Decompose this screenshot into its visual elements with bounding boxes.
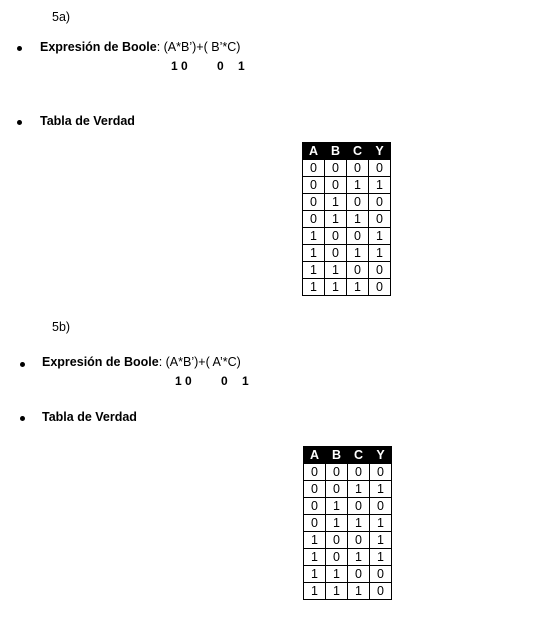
table-cell: 0 [348, 566, 370, 583]
table-cell: 0 [303, 160, 325, 177]
table-cell: 0 [326, 481, 348, 498]
table-cell: 1 [370, 481, 392, 498]
table-cell: 0 [348, 464, 370, 481]
table-cell: 0 [347, 262, 369, 279]
boole-expr: : (A*B’)+( B’*C) [156, 40, 241, 54]
table-row [304, 566, 392, 583]
table-cell: 0 [325, 245, 347, 262]
table-cell: 1 [325, 211, 347, 228]
boole-label: Expresión de Boole [42, 355, 159, 369]
table-cell: 1 [369, 177, 391, 194]
table-cell: 1 [370, 549, 392, 566]
table-label-5b [42, 410, 137, 424]
table-cell: 0 [304, 498, 326, 515]
table-cell: 1 [347, 211, 369, 228]
table-cell: 1 [370, 532, 392, 549]
table-row [303, 211, 391, 228]
table-row [304, 481, 392, 498]
table-cell: 1 [303, 245, 325, 262]
table-cell: 0 [347, 160, 369, 177]
bit-values-5b [0, 374, 535, 390]
section-label-5b: 5b) [52, 320, 71, 334]
table-cell: 0 [369, 160, 391, 177]
table-row [303, 160, 391, 177]
bullet-icon [17, 120, 22, 125]
table-row [303, 245, 391, 262]
table-cell: 0 [369, 211, 391, 228]
table-cell: 1 [325, 194, 347, 211]
bit-value: 1 0 [175, 374, 192, 388]
boole-expression-5b [42, 355, 241, 369]
bit-value: 1 [238, 59, 245, 73]
table-cell: 1 [369, 245, 391, 262]
table-row [304, 464, 392, 481]
table-cell: 1 [347, 245, 369, 262]
table-cell: 0 [304, 481, 326, 498]
truth-table-5a [302, 142, 391, 296]
table-cell: 1 [303, 228, 325, 245]
table-cell: 0 [369, 279, 391, 296]
table-cell: 0 [326, 464, 348, 481]
table-cell: 0 [370, 566, 392, 583]
table-cell: 1 [304, 532, 326, 549]
table-row [304, 532, 392, 549]
column-header: C [348, 447, 370, 464]
table-row [304, 498, 392, 515]
table-cell: 0 [348, 532, 370, 549]
table-cell: 1 [304, 583, 326, 600]
table-cell: 0 [347, 228, 369, 245]
bullet-icon [20, 416, 25, 421]
table-row [304, 583, 392, 600]
section-label-5a: 5a) [52, 10, 71, 24]
bit-value: 0 [221, 374, 228, 388]
table-cell: 1 [348, 583, 370, 600]
boole-expr: : (A*B’)+( A’*C) [158, 355, 241, 369]
table-header-row [304, 447, 392, 464]
table-cell: 0 [325, 177, 347, 194]
bit-values-5a [0, 59, 535, 75]
table-cell: 0 [369, 262, 391, 279]
table-row [304, 515, 392, 532]
column-header: B [326, 447, 348, 464]
table-cell: 0 [370, 498, 392, 515]
column-header: Y [369, 143, 391, 160]
table-cell: 0 [370, 464, 392, 481]
table-cell: 0 [370, 583, 392, 600]
bit-value: 0 [217, 59, 224, 73]
column-header: A [303, 143, 325, 160]
column-header: A [304, 447, 326, 464]
table-cell: 1 [326, 566, 348, 583]
table-cell: 0 [326, 549, 348, 566]
table-label: Tabla de Verdad [42, 410, 137, 424]
table-cell: 1 [326, 515, 348, 532]
column-header: B [325, 143, 347, 160]
column-header: Y [370, 447, 392, 464]
boole-label: Expresión de Boole [40, 40, 157, 54]
bullet-icon [17, 46, 22, 51]
table-cell: 1 [348, 481, 370, 498]
table-cell: 1 [325, 262, 347, 279]
table-cell: 1 [370, 515, 392, 532]
table-cell: 0 [348, 498, 370, 515]
table-cell: 0 [325, 228, 347, 245]
table-cell: 0 [369, 194, 391, 211]
table-cell: 1 [347, 279, 369, 296]
table-cell: 0 [303, 211, 325, 228]
table-row [303, 194, 391, 211]
table-cell: 0 [326, 532, 348, 549]
table-cell: 1 [303, 279, 325, 296]
table-cell: 1 [326, 583, 348, 600]
table-cell: 0 [303, 177, 325, 194]
table-cell: 1 [369, 228, 391, 245]
table-label-5a [40, 114, 135, 128]
table-cell: 1 [347, 177, 369, 194]
table-header-row [303, 143, 391, 160]
boole-expression-5a [40, 40, 240, 54]
table-cell: 0 [304, 515, 326, 532]
column-header: C [347, 143, 369, 160]
table-row [303, 262, 391, 279]
table-cell: 0 [347, 194, 369, 211]
truth-table-5b [303, 446, 392, 600]
table-cell: 0 [303, 194, 325, 211]
bit-value: 1 0 [171, 59, 188, 73]
table-row [303, 279, 391, 296]
table-row [303, 228, 391, 245]
table-cell: 1 [303, 262, 325, 279]
table-cell: 1 [304, 549, 326, 566]
table-cell: 0 [325, 160, 347, 177]
bullet-icon [20, 362, 25, 367]
table-cell: 0 [304, 464, 326, 481]
table-cell: 1 [326, 498, 348, 515]
table-cell: 1 [325, 279, 347, 296]
table-cell: 1 [348, 549, 370, 566]
table-row [304, 549, 392, 566]
table-row [303, 177, 391, 194]
table-label: Tabla de Verdad [40, 114, 135, 128]
table-cell: 1 [348, 515, 370, 532]
bit-value: 1 [242, 374, 249, 388]
table-cell: 1 [304, 566, 326, 583]
